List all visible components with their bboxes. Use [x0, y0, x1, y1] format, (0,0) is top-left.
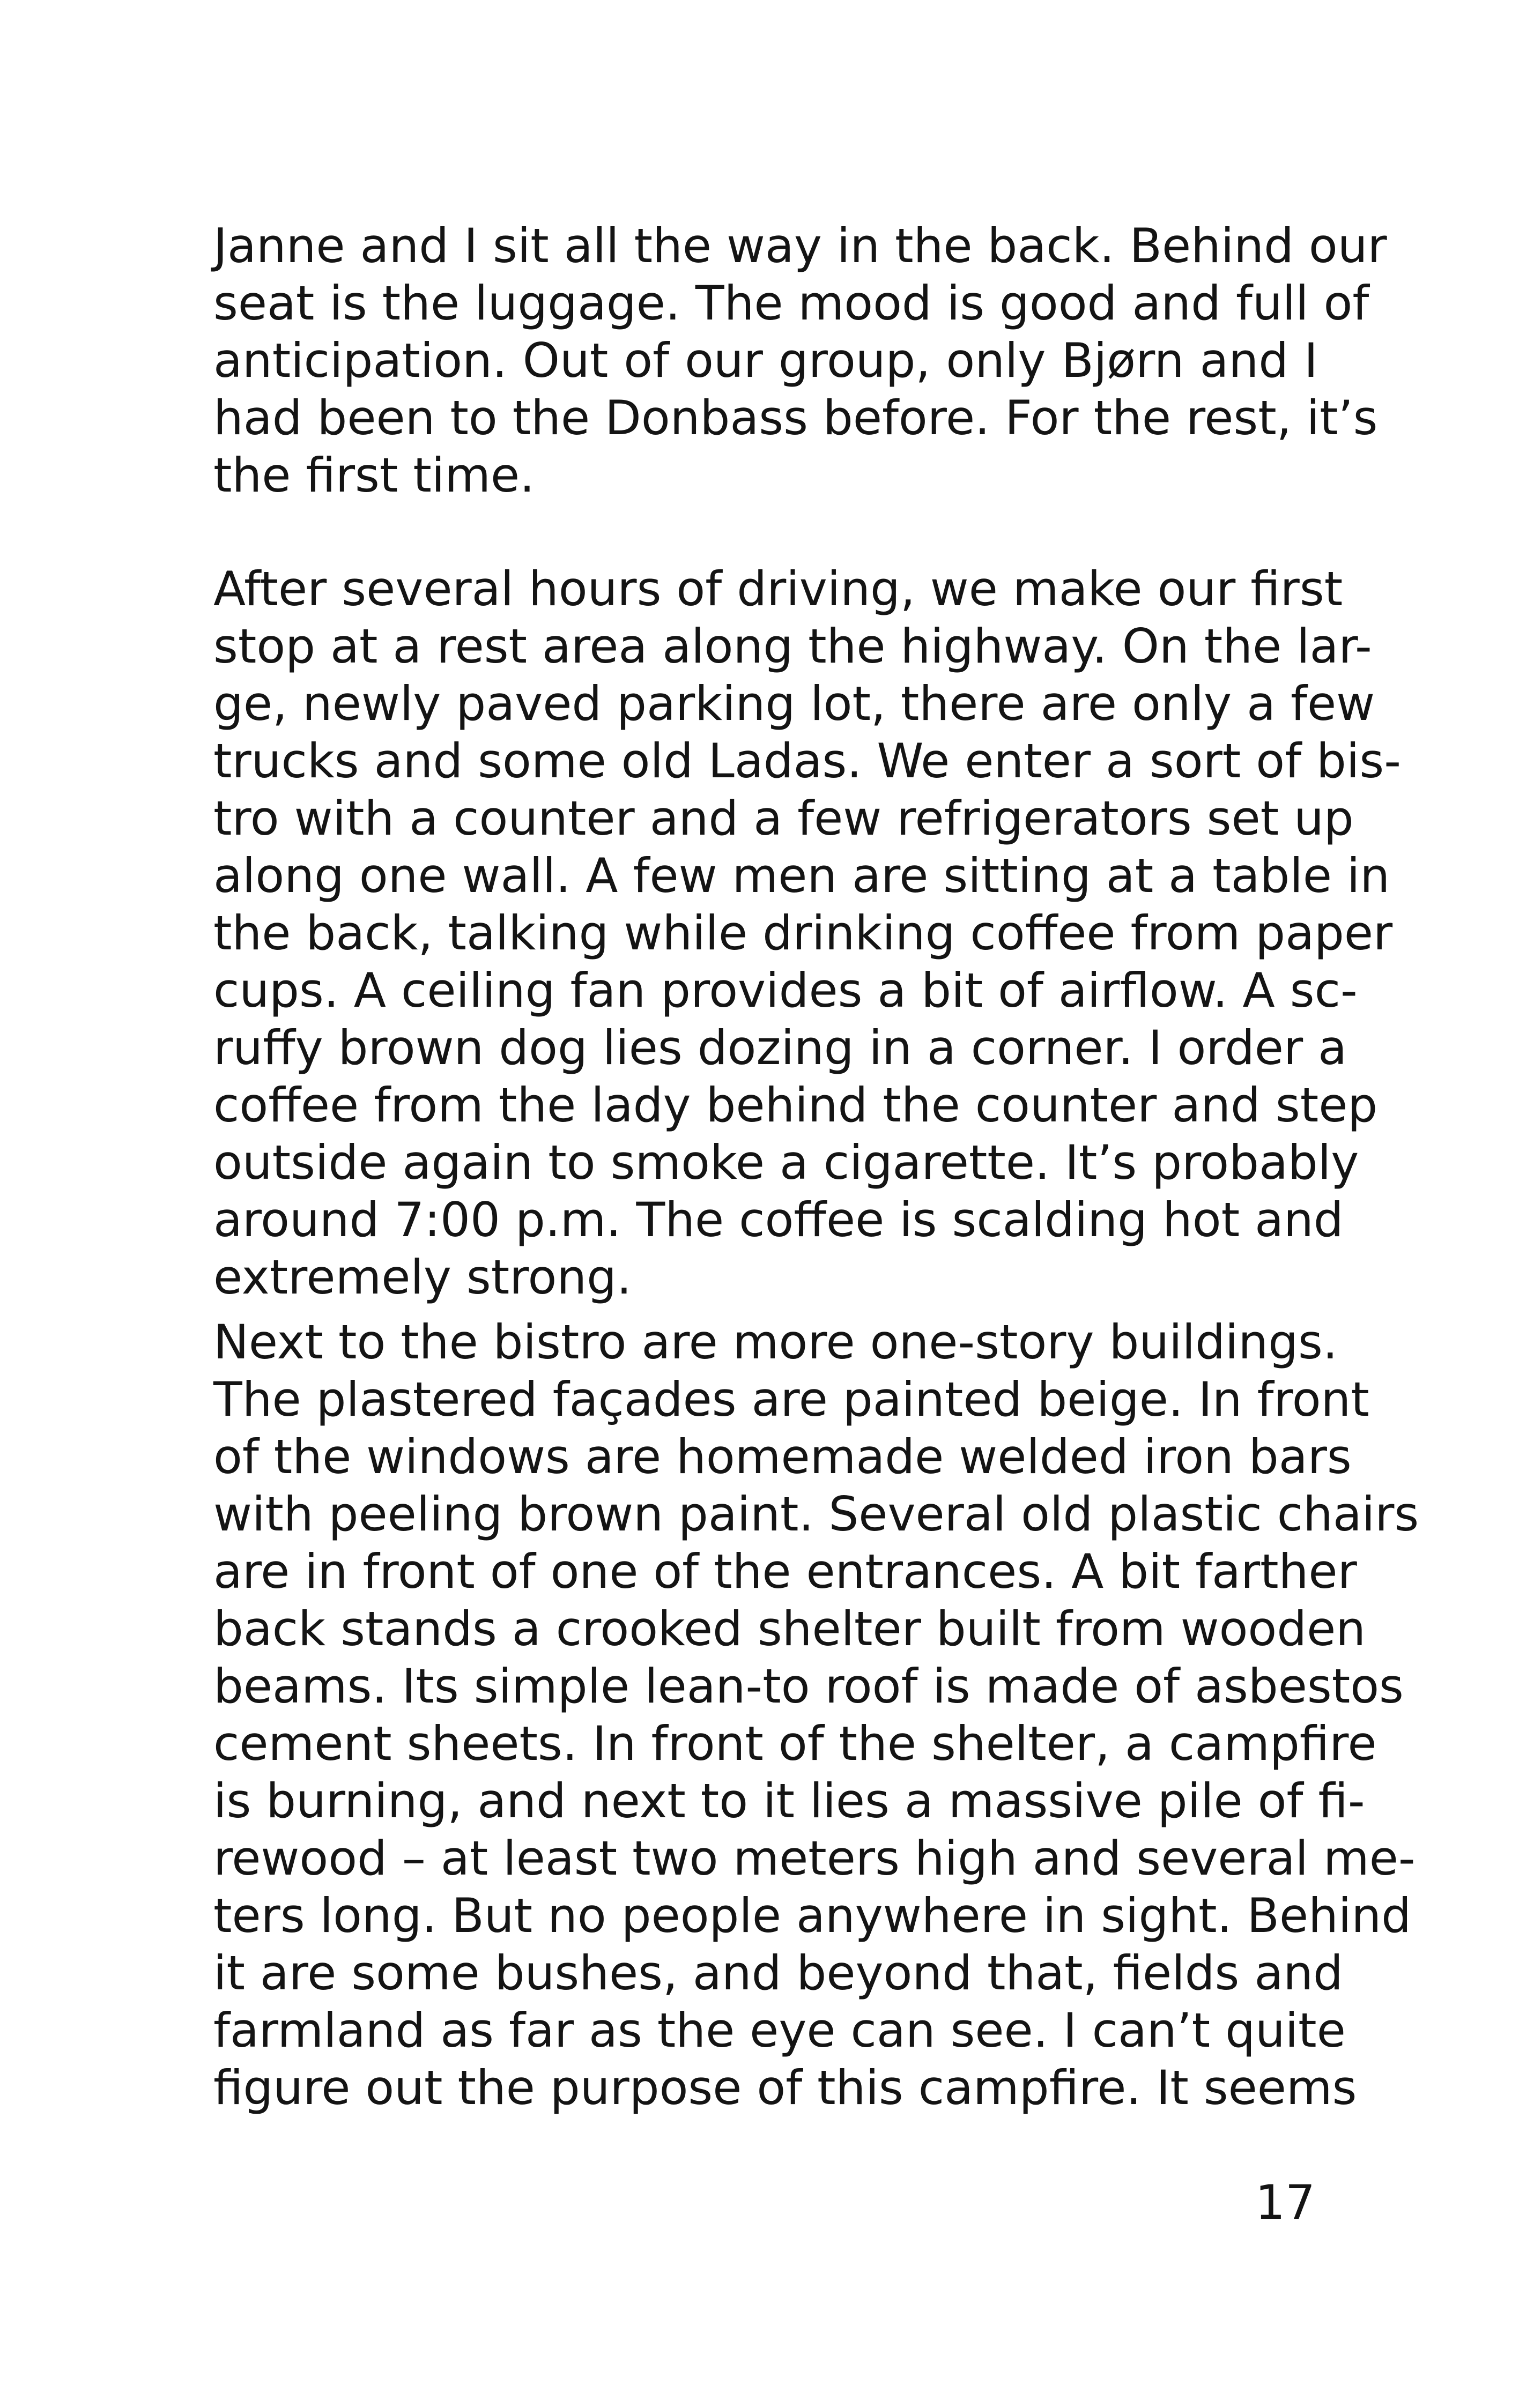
text-line: back stands a crooked shelter built from wooden — [213, 1601, 1366, 1656]
paragraph-1 — [213, 217, 1387, 504]
text-line: ge, newly paved parking lot, there are only a few — [213, 676, 1375, 731]
text-line: trucks and some old Ladas. We enter a sort of bis- — [213, 733, 1401, 789]
text-line: tro with a counter and a few refrigerators set up — [213, 791, 1354, 846]
text-line: the first time. — [213, 448, 535, 503]
text-line: the back, talking while drinking coffee from paper — [213, 905, 1393, 961]
text-line: Janne and I sit all the way in the back. Behind our — [213, 218, 1387, 273]
text-line: Next to the bistro are more one-story buildings. — [213, 1314, 1338, 1370]
text-line: anticipation. Out of our group, only Bjørn and I — [213, 333, 1318, 388]
page-number: 17 — [1255, 2175, 1315, 2230]
text-line: ruffy brown dog lies dozing in a corner. I order a — [213, 1020, 1347, 1075]
text-line: of the windows are homemade welded iron bars — [213, 1429, 1352, 1484]
paragraph-3 — [213, 1313, 1419, 2116]
text-line: extremely strong. — [213, 1250, 632, 1305]
text-line: seat is the luggage. The mood is good and full of — [213, 276, 1369, 331]
text-line: coffee from the lady behind the counter and step — [213, 1077, 1378, 1133]
text-line: are in front of one of the entrances. A bit farther — [213, 1544, 1357, 1599]
text-line: rewood – at least two meters high and several me- — [213, 1831, 1416, 1886]
text-line: is burning, and next to it lies a massive pile of fi- — [213, 1773, 1365, 1829]
text-line: cement sheets. In front of the shelter, a campfire — [213, 1716, 1377, 1771]
text-line: along one wall. A few men are sitting at a table in — [213, 848, 1390, 903]
text-line: stop at a rest area along the highway. On the lar- — [213, 619, 1372, 674]
text-line: had been to the Donbass before. For the rest, it’s — [213, 390, 1378, 445]
text-line: beams. Its simple lean-to roof is made of asbestos — [213, 1659, 1404, 1714]
text-line: The plastered façades are painted beige. In front — [213, 1372, 1369, 1427]
text-line: it are some bushes, and beyond that, fields and — [213, 1945, 1343, 2001]
text-line: figure out the purpose of this campfire. It seems — [213, 2060, 1357, 2115]
text-line: around 7:00 p.m. The coffee is scalding hot and — [213, 1192, 1344, 1247]
paragraph-2 — [213, 560, 1401, 1306]
text-line: farmland as far as the eye can see. I can’t quite — [213, 2003, 1346, 2058]
text-line: After several hours of driving, we make our first — [213, 561, 1343, 616]
text-line: with peeling brown paint. Several old plastic chairs — [213, 1487, 1419, 1542]
text-line: cups. A ceiling fan provides a bit of airflow. A sc- — [213, 963, 1358, 1018]
text-line: ters long. But no people anywhere in sight. Behind — [213, 1888, 1411, 1943]
text-line: outside again to smoke a cigarette. It’s probably — [213, 1135, 1359, 1190]
